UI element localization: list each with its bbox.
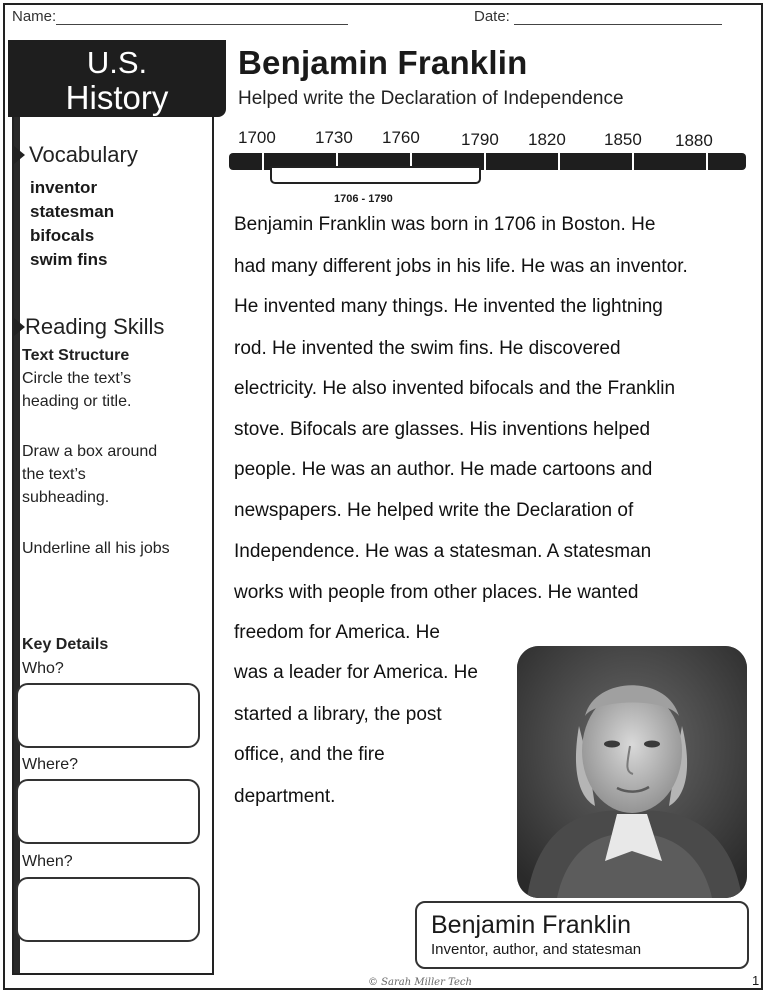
skill-task-line: heading or title. [22,393,132,410]
passage-line: He invented many things. He invented the lightning [234,296,663,317]
reading-skills-title: Reading Skills [25,314,165,339]
copyright: © Sarah Miller Tech [368,977,472,988]
skill-task-underline: Underline all his jobs [22,540,170,557]
timeline-tick: 1820 [528,130,566,149]
passage-line: Benjamin Franklin was born in 1706 in Boston. He [234,214,656,235]
timeline-divider [558,153,560,170]
page-number: 1 [752,973,760,988]
lifespan-label: 1706 - 1790 [334,193,393,205]
where-answer-box[interactable] [16,779,200,844]
passage-line: office, and the fire [234,744,385,765]
where-label: Where? [22,756,79,773]
reading-arrow-icon [14,318,25,336]
passage-line: stove. Bifocals are glasses. His inventions helped [234,419,651,440]
passage-line: electricity. He also invented bifocals and the Franklin [234,378,676,399]
skill-task-box [22,440,157,509]
caption-subtitle: Inventor, author, and statesman [431,941,642,958]
timeline-tick: 1790 [461,130,499,149]
when-label: When? [22,853,73,870]
portrait-illustration [517,646,747,898]
name-field[interactable] [12,8,348,25]
caption-name: Benjamin Franklin [431,911,632,939]
passage-line: started a library, the post [234,704,442,725]
skill-task-line: the text’s [22,466,86,483]
passage-line: newspapers. He helped write the Declaration of [234,500,634,521]
timeline-divider [706,153,708,170]
vocab-arrow-icon [14,146,25,164]
article-title: Benjamin Franklin [238,44,528,81]
vocab-word: statesman [30,202,115,221]
passage-line: was a leader for America. He [234,662,478,683]
when-answer-box[interactable] [16,877,200,942]
text-structure-heading: Text Structure [22,347,130,364]
timeline-tick: 1730 [315,128,353,147]
franklin-portrait [517,646,747,898]
passage-line: people. He was an author. He made cartoons and [234,459,653,480]
lifespan-bracket [270,166,481,184]
skill-task-line: Circle the text’s [22,370,132,387]
passage-line: rod. He invented the swim fins. He discovered [234,338,621,359]
portrait-caption [415,901,749,969]
passage-line: had many different jobs in his life. He was an inventor. [234,256,688,277]
timeline-divider [262,153,264,170]
skill-task-circle [22,367,131,413]
subject-line2: History [65,79,169,116]
name-label: Name: [12,8,57,25]
subject-banner [8,40,226,117]
vocabulary-title: Vocabulary [29,142,138,167]
key-details-title: Key Details [22,636,109,653]
timeline-tick: 1850 [604,130,642,149]
subject-line1: U.S. [86,45,148,80]
who-answer-box[interactable] [16,683,200,748]
passage-line: Independence. He was a statesman. A statesman [234,541,652,562]
article-subtitle: Helped write the Declaration of Independence [238,88,624,109]
passage-line: freedom for America. He [234,622,440,643]
passage-line: works with people from other places. He wanted [234,582,639,603]
who-label: Who? [22,660,64,677]
skill-task-line: subheading. [22,489,110,506]
timeline-divider [632,153,634,170]
date-label: Date: [474,8,510,25]
vocabulary-list [30,176,114,272]
vocab-word: bifocals [30,226,95,245]
date-field[interactable] [474,8,722,25]
timeline-tick: 1700 [238,128,276,147]
name-line[interactable] [56,10,348,25]
skill-task-line: Draw a box around [22,443,158,460]
vocab-word: swim fins [30,250,108,269]
timeline-divider [484,153,486,170]
timeline-tick: 1760 [382,128,420,147]
timeline-tick: 1880 [675,131,713,150]
date-line[interactable] [514,10,722,25]
passage-line: department. [234,786,336,807]
vocab-word: inventor [30,178,98,197]
